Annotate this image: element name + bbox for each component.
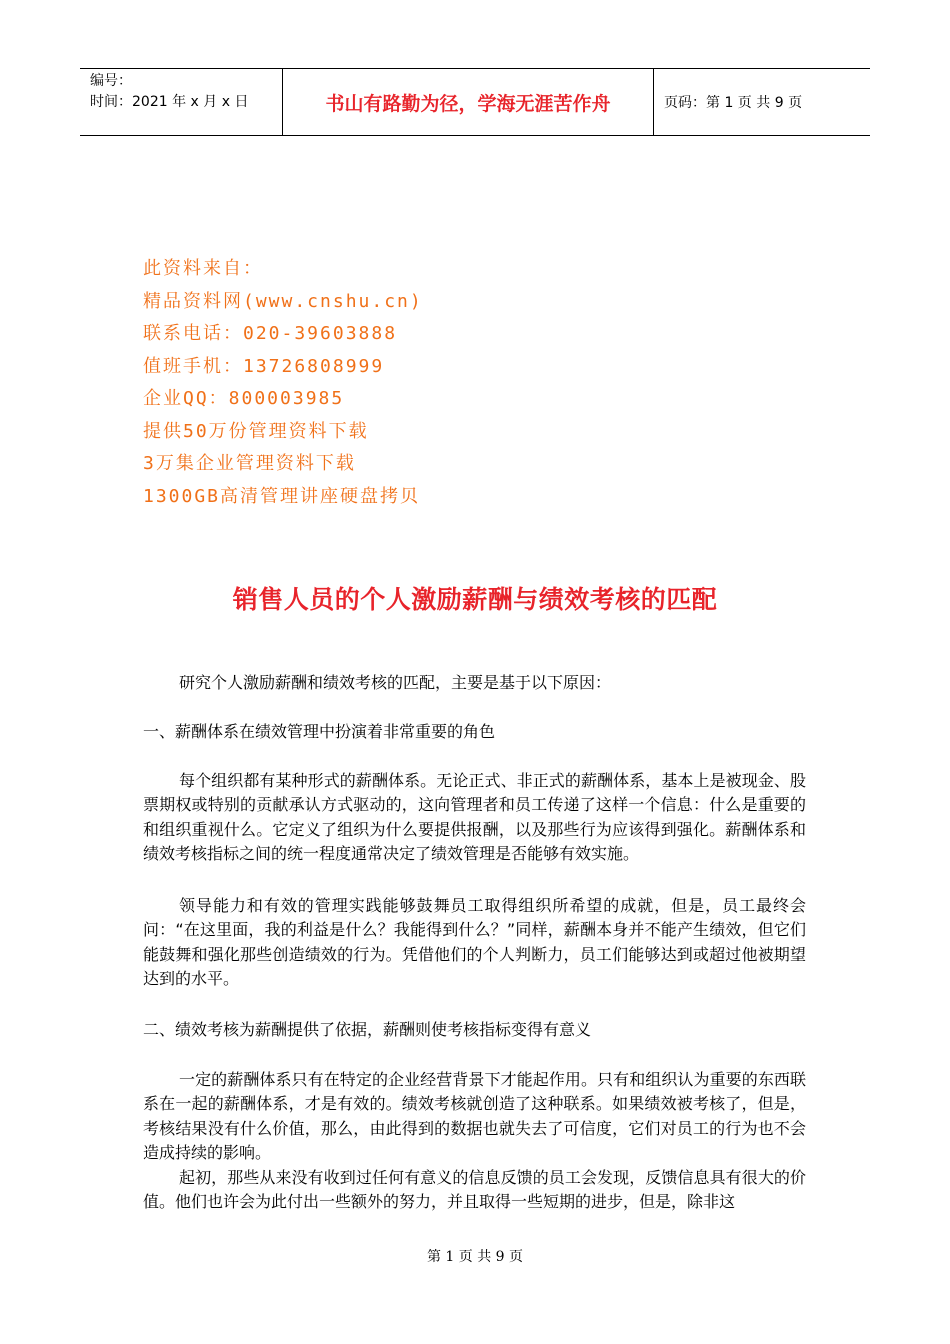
source-line: 3万集企业管理资料下载 xyxy=(143,453,356,474)
intro-paragraph: 研究个人激励薪酬和绩效考核的匹配，主要是基于以下原因： xyxy=(179,673,612,692)
date-line: 时间：2021 年 x 月 x 日 xyxy=(90,94,249,110)
paragraph-2: 领导能力和有效的管理实践能够鼓舞员工取得组织所希望的成就，但是，员工最终会问：“在这里面，我的利益是什么？我能得到什么？”同样，薪酬本身并不能产生绩效，但它们能鼓舞和强化那些创造绩效的行为。凭借他们的个人判断力，员工们能够达到或超过他被期望达到的水平。 xyxy=(143,896,806,988)
source-line: 联系电话：020-39603888 xyxy=(143,323,398,344)
source-line: 精品资料网(www.cnshu.cn) xyxy=(143,290,423,312)
source-line: 值班手机：13726808999 xyxy=(143,355,385,377)
source-line: 企业QQ：800003985 xyxy=(143,388,345,409)
source-line: 1300GB高清管理讲座硬盘拷贝 xyxy=(143,485,421,507)
header-motto: 书山有路勤为径，学海无涯苦作舟 xyxy=(325,92,611,115)
section-heading-1: 一、薪酬体系在绩效管理中扮演着非常重要的角色 xyxy=(143,722,496,741)
page-info-text: 页码：第 1 页 共 9 页 xyxy=(664,95,803,111)
page-footer: 第 1 页 共 9 页 xyxy=(426,1249,524,1265)
header-page-info xyxy=(654,69,870,135)
paragraph-3: 一定的薪酬体系只有在特定的企业经营背景下才能起作用。只有和组织认为重要的东西联系在一起的薪酬体系，才是有效的。绩效考核就创造了这种联系。如果绩效被考核了，但是，考核结果没有什么价值，那么，由此得到的数据也就失去了可信度，它们对员工的行为也不会造成持续的影响。 xyxy=(143,1070,806,1162)
number-label: 编号： xyxy=(90,73,132,89)
paragraph-4: 起初，那些从来没有收到过任何有意义的信息反馈的员工会发现，反馈信息具有很大的价值。他们也许会为此付出一些额外的努力，并且取得一些短期的进步，但是，除非这 xyxy=(143,1168,806,1212)
header-motto-cell xyxy=(282,69,654,135)
paragraph-1: 每个组织都有某种形式的薪酬体系。无论正式、非正式的薪酬体系，基本上是被现金、股票期权或特别的贡献承认方式驱动的，这向管理者和员工传递了这样一个信息：什么是重要的和组织重视什么。它定义了组织为什么要提供报酬，以及那些行为应该得到强化。薪酬体系和绩效考核指标之间的统一程度通常决定了绩效管理是否能够有效实施。 xyxy=(143,771,806,863)
section-heading-2: 二、绩效考核为薪酬提供了依据，薪酬则使考核指标变得有意义 xyxy=(143,1020,592,1039)
source-line: 提供50万份管理资料下载 xyxy=(143,420,369,442)
source-info-block xyxy=(143,253,423,513)
page-header xyxy=(80,68,870,136)
header-meta xyxy=(80,69,282,135)
document-title: 销售人员的个人激励薪酬与绩效考核的匹配 xyxy=(232,585,718,614)
source-line: 此资料来自： xyxy=(143,258,263,279)
